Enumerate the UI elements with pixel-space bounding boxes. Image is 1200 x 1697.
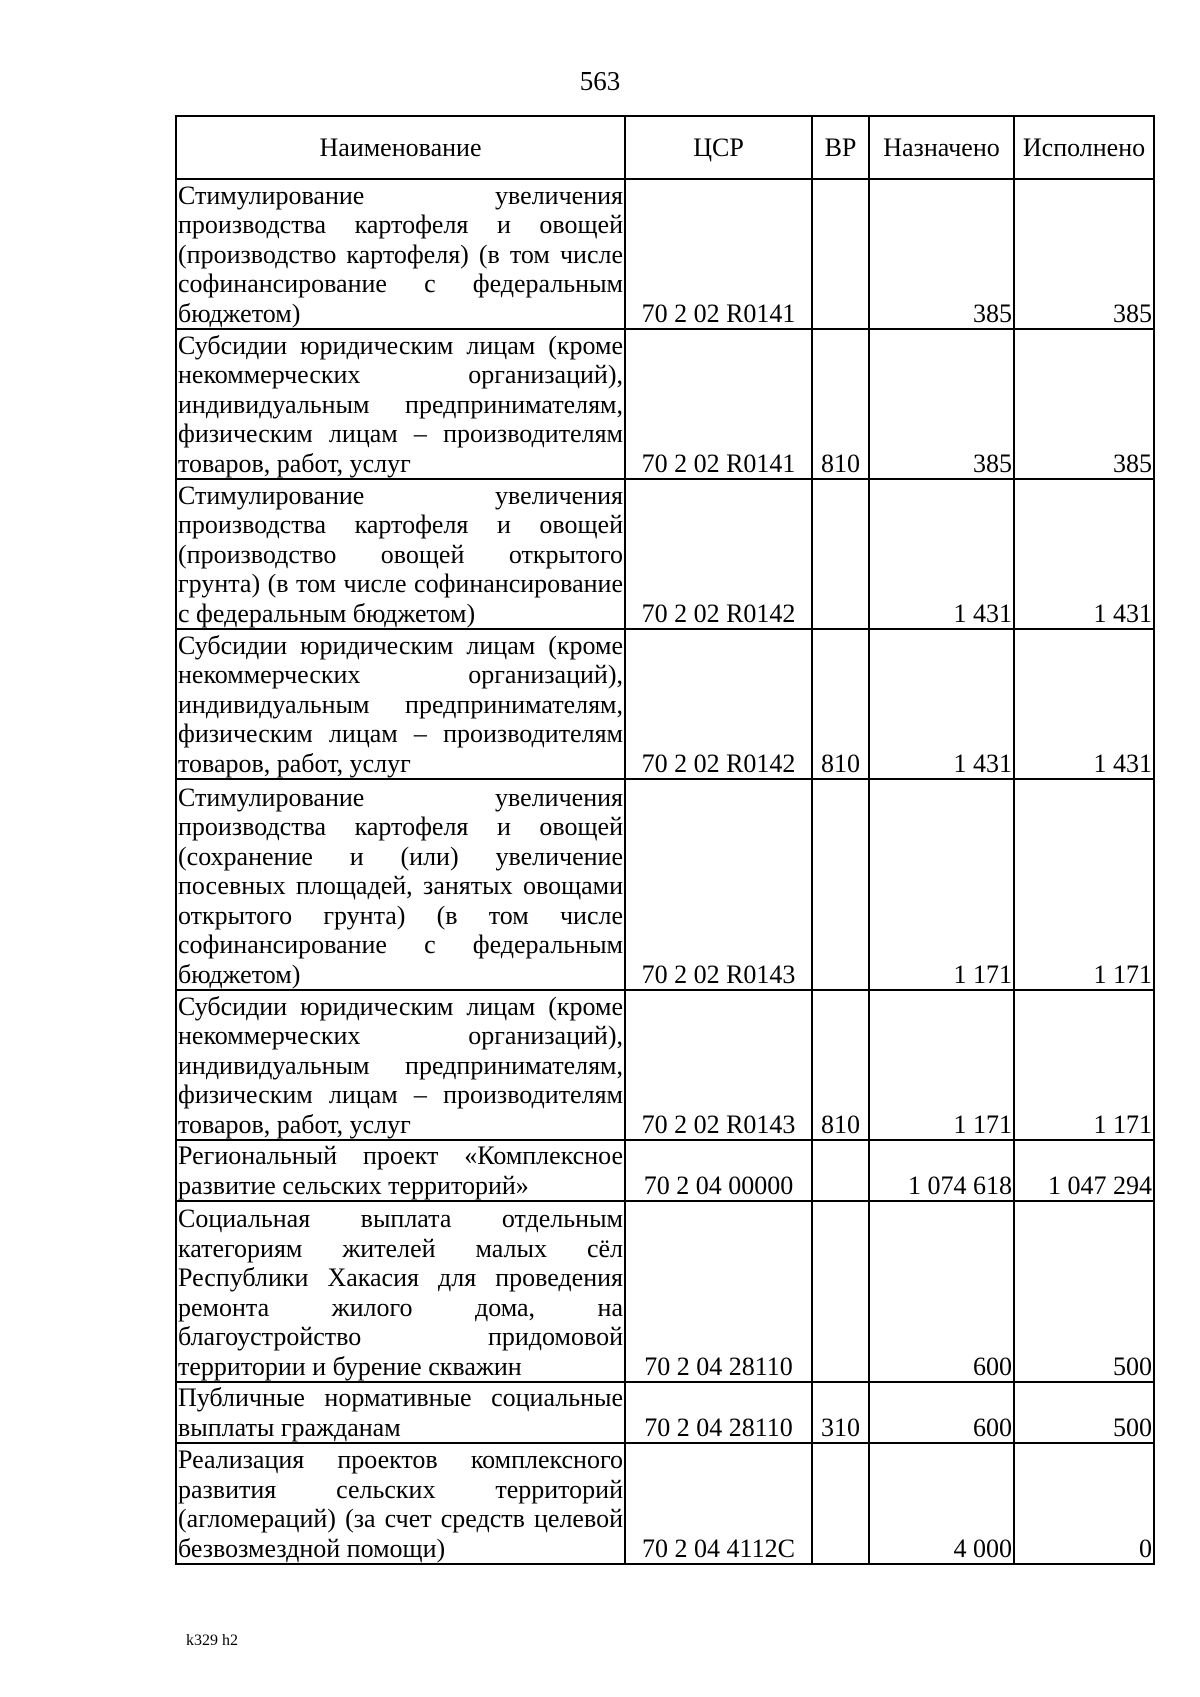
row-name: Социальная выплата отдельным категориям жителей малых сёл Республики Хакасия для проведения ремонта жилого дома, на благоустройство придомовой территории и бурение скважин [176,1201,625,1382]
row-assigned: 1 431 [869,479,1014,629]
header-csr: ЦСР [625,116,812,179]
row-vr: 810 [812,629,869,779]
row-assigned: 600 [869,1201,1014,1382]
table-row [176,1201,1154,1382]
row-csr: 70 2 02 R0142 [625,629,812,779]
row-vr [812,779,869,990]
row-vr [812,1201,869,1382]
row-executed: 1 171 [1014,990,1154,1140]
row-executed: 1 047 294 [1014,1140,1154,1201]
row-vr [812,179,869,329]
row-vr: 810 [812,990,869,1140]
row-vr [812,1443,869,1564]
row-csr: 70 2 04 28110 [625,1201,812,1382]
row-executed: 500 [1014,1382,1154,1443]
row-name: Публичные нормативные социальные выплаты гражданам [178,1383,623,1442]
row-executed: 1 431 [1014,629,1154,779]
table-row [176,179,1154,329]
row-assigned: 1 074 618 [869,1140,1014,1201]
row-executed: 385 [1014,179,1154,329]
row-vr [812,479,869,629]
table-row [176,990,1154,1140]
row-csr: 70 2 02 R0141 [625,179,812,329]
row-assigned: 1 431 [869,629,1014,779]
row-executed: 385 [1014,329,1154,479]
table-header-row [176,116,1154,179]
row-csr: 70 2 02 R0141 [625,329,812,479]
header-name: Наименование [176,116,625,179]
row-executed: 500 [1014,1201,1154,1382]
row-name: Субсидии юридическим лицам (кроме некоммерческих организаций), индивидуальным предпринимателям, физическим лицам – производителям товаров, работ, услуг [178,330,623,478]
row-vr: 810 [812,329,869,479]
table-row [176,1382,1154,1443]
row-vr: 310 [812,1382,869,1443]
table-row [176,779,1154,990]
row-name: Реализация проектов комплексного развития сельских территорий (агломераций) (за счет средств целевой безвозмездной помощи) [178,1445,623,1563]
table-row [176,1443,1154,1564]
row-name: Стимулирование увеличения производства картофеля и овощей (производство овощей открытого грунта) (в том числе софинансирование с федеральным бюджетом) [178,480,623,628]
header-vr: ВР [812,116,869,179]
row-vr [812,1140,869,1201]
row-name: Стимулирование увеличения производства картофеля и овощей (производство картофеля) (в том числе софинансирование с федеральным бюджетом) [178,180,623,328]
footer-code: k329 h2 [186,1632,238,1649]
row-name: Субсидии юридическим лицам (кроме некоммерческих организаций), индивидуальным предпринимателям, физическим лицам – производителям товаров, работ, услуг [178,630,623,778]
row-name: Стимулирование увеличения производства картофеля и овощей (сохранение и (или) увеличение посевных площадей, занятых овощами открытого грунта) (в том числе софинансирование с федеральным бюджетом) [176,779,625,990]
row-csr: 70 2 04 4112C [625,1443,812,1564]
row-name: Субсидии юридическим лицам (кроме некоммерческих организаций), индивидуальным предпринимателям, физическим лицам – производителям товаров, работ, услуг [178,991,623,1139]
header-assigned: Назначено [869,116,1014,179]
row-assigned: 385 [869,329,1014,479]
row-assigned: 1 171 [869,990,1014,1140]
row-executed: 0 [1014,1443,1154,1564]
table-row [176,629,1154,779]
row-name: Региональный проект «Комплексное развитие сельских территорий» [178,1141,623,1200]
budget-execution-table [175,115,1155,1565]
row-assigned: 385 [869,179,1014,329]
table-row [176,1140,1154,1201]
page-number: 563 [579,66,621,96]
header-executed: Исполнено [1014,116,1154,179]
table-row [176,479,1154,629]
row-csr: 70 2 04 28110 [625,1382,812,1443]
row-assigned: 4 000 [869,1443,1014,1564]
row-csr: 70 2 04 00000 [625,1140,812,1201]
row-csr: 70 2 02 R0143 [625,779,812,990]
row-executed: 1 171 [1014,779,1154,990]
row-assigned: 600 [869,1382,1014,1443]
row-csr: 70 2 02 R0143 [625,990,812,1140]
row-csr: 70 2 02 R0142 [625,479,812,629]
row-assigned: 1 171 [869,779,1014,990]
row-executed: 1 431 [1014,479,1154,629]
table-row [176,329,1154,479]
